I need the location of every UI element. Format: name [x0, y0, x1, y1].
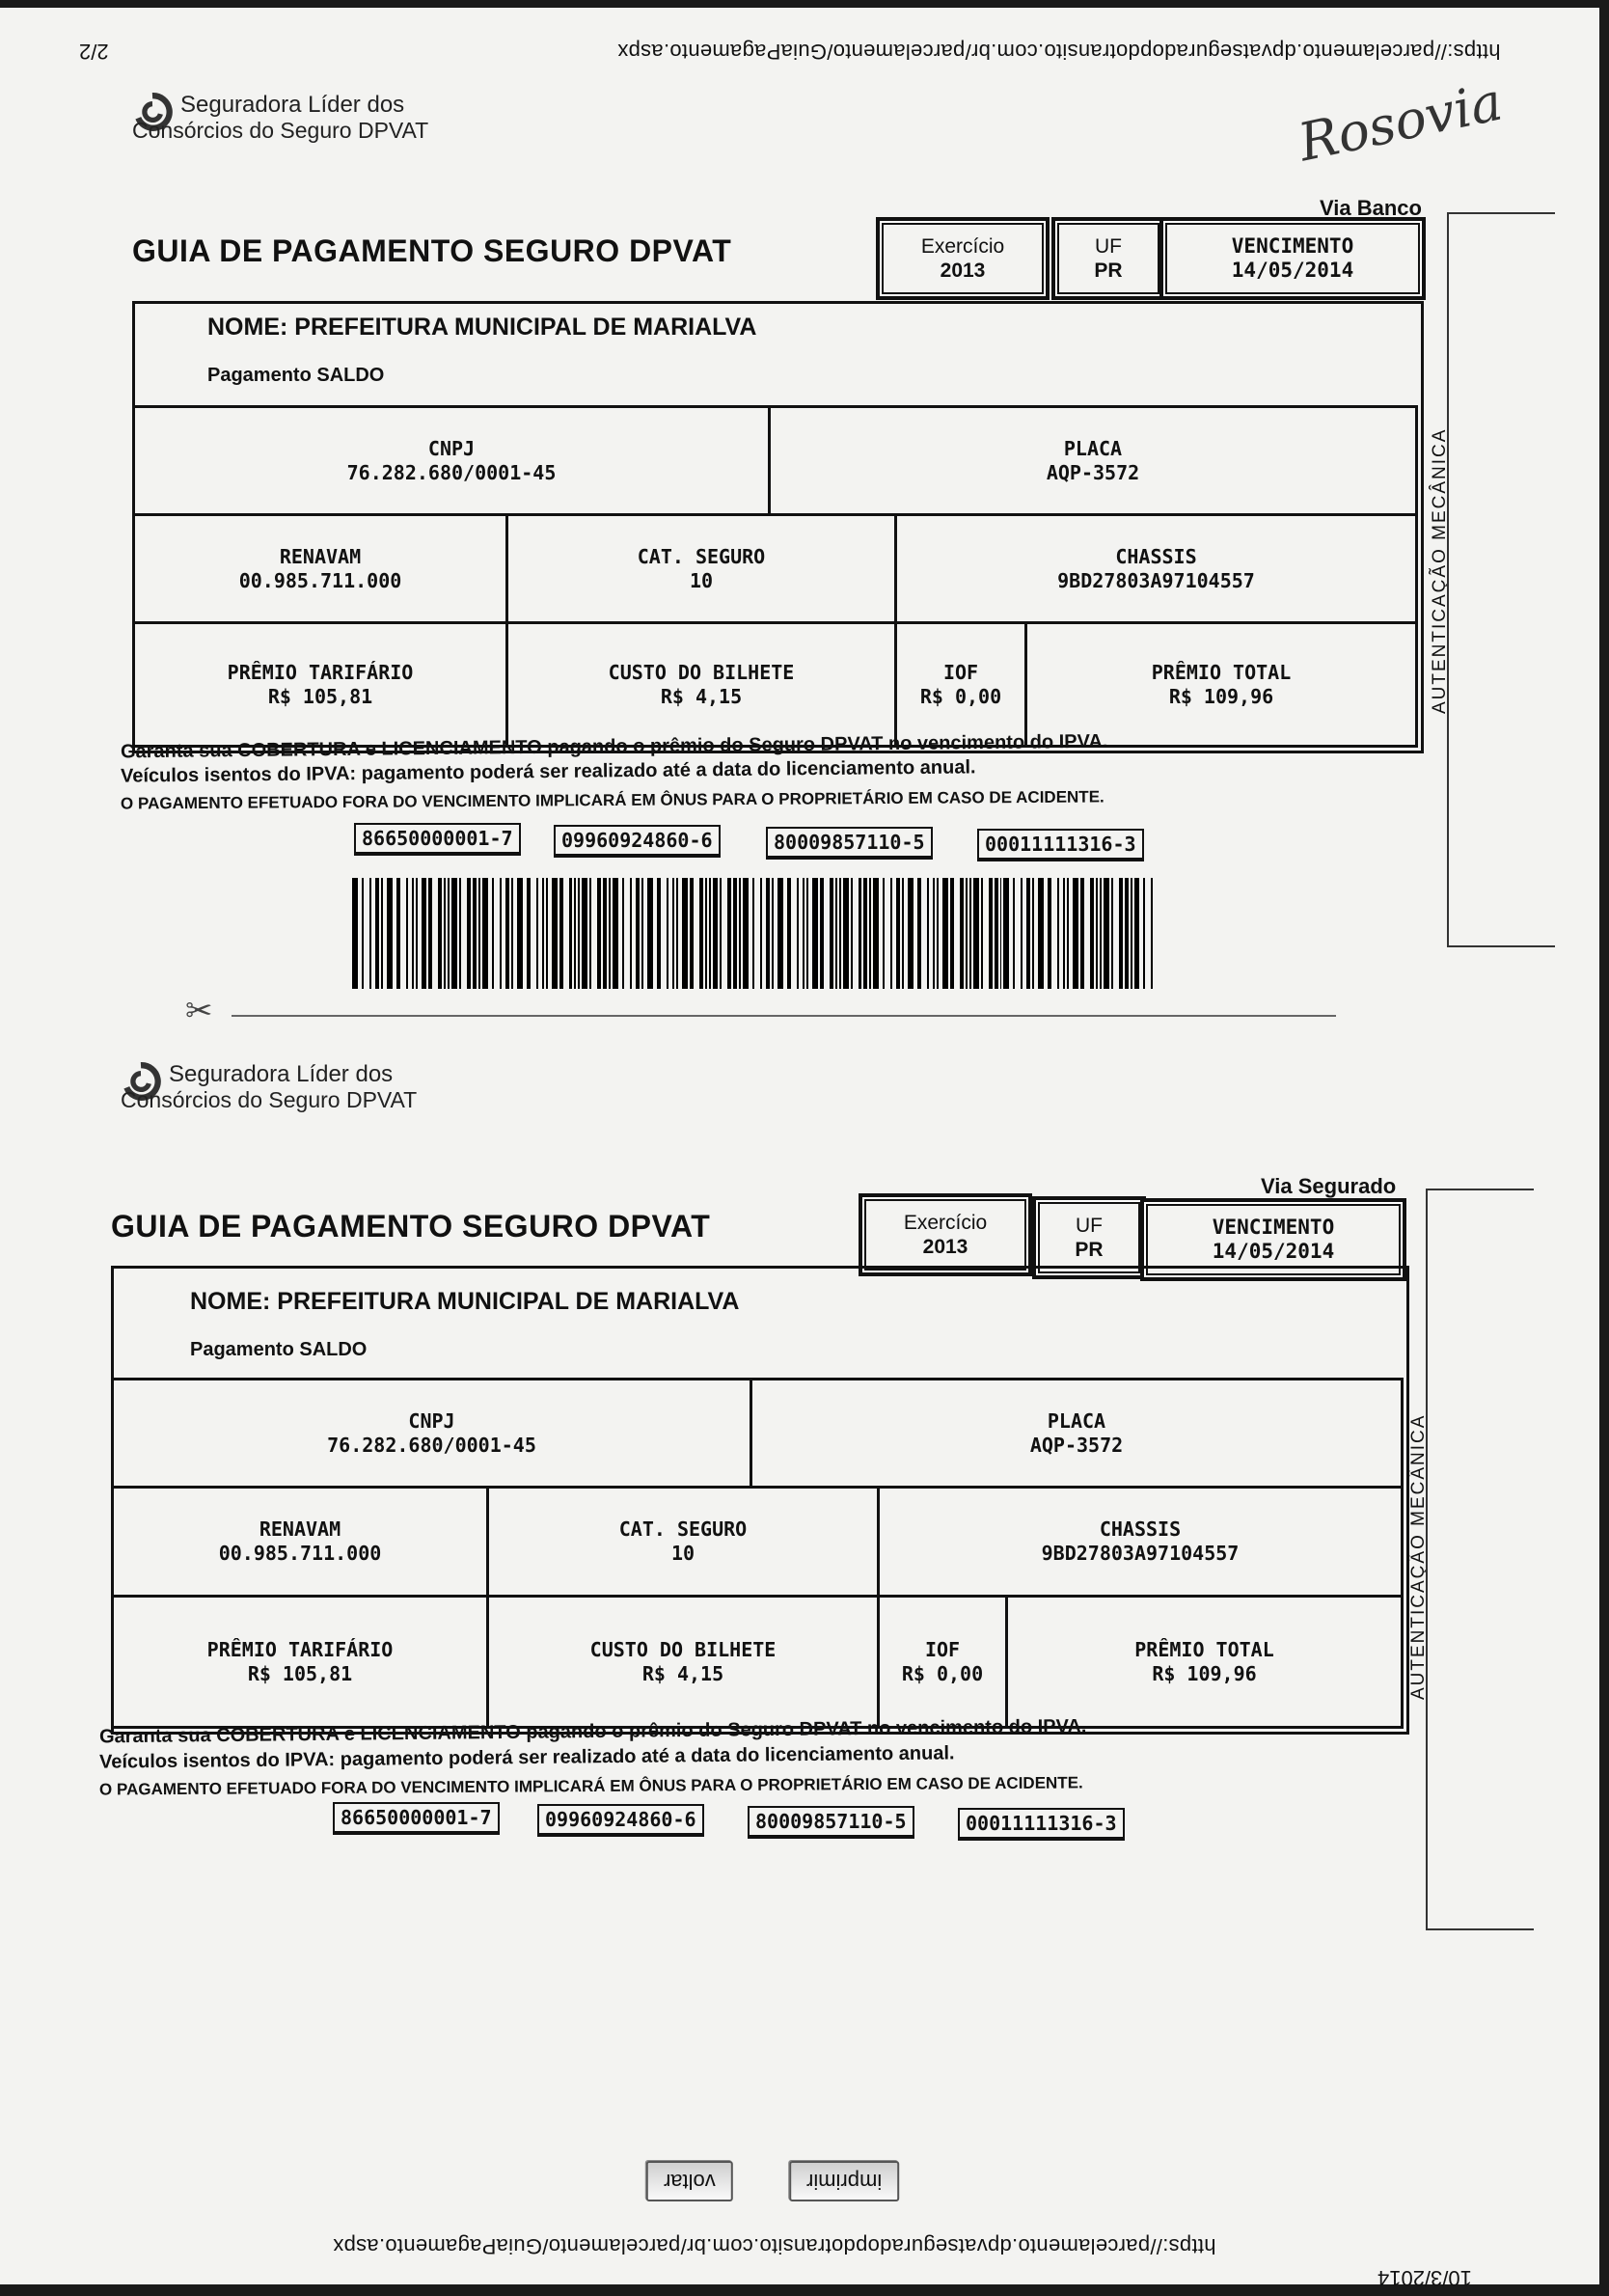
barcode-bar [709, 878, 711, 989]
barcode-bar [699, 878, 703, 989]
slip2-cat-cell [486, 1486, 880, 1598]
barcode-bar [863, 878, 867, 989]
barcode-bar [428, 878, 432, 989]
cut-line [232, 1015, 1336, 1017]
exercicio-value: 2013 [940, 260, 986, 282]
barcode-bar [1090, 878, 1094, 989]
slip1-via: Via Banco [1320, 196, 1422, 220]
barcode-bar [873, 878, 879, 989]
slip2-via: Via Segurado [1261, 1174, 1397, 1198]
placa-value: AQP-3572 [1029, 1433, 1124, 1457]
barcode-bar [960, 878, 964, 989]
cat-value: 10 [689, 568, 714, 592]
barcode-bar [902, 878, 904, 989]
slip2-pagamento: Pagamento SALDO [190, 1339, 368, 1360]
slip2-exercicio-box [859, 1193, 1032, 1276]
barcode-bar [1063, 878, 1065, 989]
cat-value: 10 [670, 1542, 695, 1565]
barcode-bar [396, 878, 400, 989]
chassis-value: 9BD27803A97104557 [1057, 568, 1255, 592]
barcode-bar [1021, 878, 1023, 989]
barcode-bar [676, 878, 678, 989]
barcode-bar [459, 878, 461, 989]
barcode-bar [505, 878, 509, 989]
barcode-bar [969, 878, 971, 989]
iof-label: IOF [942, 660, 979, 684]
barcode-bar [835, 878, 837, 989]
barcode-bar [422, 878, 427, 989]
barcode-bar [981, 878, 983, 989]
cat-label: CAT. SEGURO [618, 1517, 748, 1541]
barcode-bar [859, 878, 862, 989]
barcode-bar [766, 878, 770, 989]
exercicio-value: 2013 [922, 1236, 968, 1258]
slip1-title: GUIA DE PAGAMENTO SEGURO DPVAT [132, 233, 732, 268]
barcode-bar [630, 878, 632, 989]
slip2-custo-cell [486, 1595, 880, 1729]
barcode-bar [733, 878, 737, 989]
barcode-bar [362, 878, 364, 989]
slip1-code-4: 00011111316-3 [977, 829, 1144, 861]
barcode-bar [937, 878, 939, 989]
slip1-placa-cell [768, 405, 1418, 516]
barcode-bar [1134, 878, 1140, 989]
scan-edge-right [1599, 0, 1609, 2296]
barcode-bar [777, 878, 783, 989]
exercicio-label: Exercício [903, 1212, 988, 1234]
barcode-bar [743, 878, 749, 989]
barcode-bar [536, 878, 538, 989]
slip2-note2: Veículos isentos do IPVA: pagamento poderá ser realizado até a data do licenciamento anual. [98, 1742, 955, 1773]
barcode-bar [1104, 878, 1109, 989]
barcode-bar [589, 878, 591, 989]
barcode-bar [720, 878, 722, 989]
barcode-bar [375, 878, 379, 989]
slip1-barcode [352, 878, 1158, 989]
barcode-bar [772, 878, 774, 989]
barcode-bar [950, 878, 954, 989]
slip2-cnpj-cell [111, 1378, 752, 1489]
barcode-bar [973, 878, 979, 989]
renavam-value: 00.985.711.000 [238, 568, 402, 592]
barcode-bar [1067, 878, 1069, 989]
barcode-bar [517, 878, 523, 989]
barcode-bar [896, 878, 900, 989]
barcode-bar [869, 878, 871, 989]
premio-total-label: PRÊMIO TOTAL [1134, 1637, 1274, 1661]
barcode-bar [569, 878, 573, 989]
barcode-bar [908, 878, 914, 989]
logo-line2: Consórcios do Seguro DPVAT [121, 1087, 418, 1112]
custo-label: CUSTO DO BILHETE [608, 660, 795, 684]
barcode-bar [1073, 878, 1078, 989]
barcode-bar [690, 878, 694, 989]
vencimento-label: VENCIMENTO [1212, 1216, 1335, 1239]
slip2-note1: Garanta sua COBERTURA e LICENCIAMENTO pagando o prêmio do Seguro DPVAT no vencimento do IPVA. [98, 1715, 1087, 1748]
barcode-bar [1111, 878, 1113, 989]
scan-edge-bottom [0, 2284, 1609, 2296]
barcode-bar [1119, 878, 1123, 989]
slip2-placa-cell [750, 1378, 1404, 1489]
barcode-bar [917, 878, 921, 989]
slip1-iof-cell [894, 621, 1027, 748]
uf-label: UF [1095, 235, 1122, 258]
barcode-bar [1038, 878, 1044, 989]
slip1-vencimento-box [1159, 217, 1426, 300]
handwritten-signature: Rosovia [1293, 70, 1508, 174]
uf-value: PR [1075, 1239, 1104, 1261]
barcode-bar [1003, 878, 1009, 989]
back-button[interactable]: voltar [646, 2161, 733, 2201]
placa-value: AQP-3572 [1046, 460, 1140, 484]
slip2-title: GUIA DE PAGAMENTO SEGURO DPVAT [111, 1209, 711, 1244]
renavam-label: RENAVAM [279, 544, 362, 568]
barcode-bar [387, 878, 393, 989]
barcode-bar [787, 878, 791, 989]
barcode-bar [682, 878, 688, 989]
cnpj-value: 76.282.680/0001-45 [327, 1433, 536, 1457]
barcode-bar [657, 878, 661, 989]
barcode-bar [500, 878, 502, 989]
slip2-renavam-cell [111, 1486, 489, 1598]
slip2-iof-cell [877, 1595, 1008, 1729]
barcode-bar [797, 878, 799, 989]
slip2-code-2: 09960924860-6 [537, 1804, 704, 1837]
barcode-bar [444, 878, 446, 989]
barcode-bar [636, 878, 640, 989]
barcode-bar [478, 878, 480, 989]
slip1-cnpj-cell [132, 405, 771, 516]
slip1-autenticacao: AUTENTICAÇÃO MECÂNICA [1430, 427, 1450, 714]
barcode-bar [1080, 878, 1084, 989]
slip1-nome: NOME: PREFEITURA MUNICIPAL DE MARIALVA [207, 314, 757, 341]
slip1-exercicio-box [876, 217, 1050, 300]
scissors-icon: ✂ [185, 993, 213, 1029]
iof-value: R$ 0,00 [919, 684, 1002, 708]
barcode-bar [559, 878, 563, 989]
logo-seguradora-2 [121, 1061, 417, 1113]
scan-edge-top [0, 0, 1609, 8]
vencimento-value: 14/05/2014 [1212, 1240, 1335, 1263]
barcode-bar [713, 878, 719, 989]
barcode-bar [1000, 878, 1002, 989]
slip2-code-1: 86650000001-7 [333, 1802, 500, 1835]
barcode-bar [578, 878, 580, 989]
print-button[interactable]: imprimir [789, 2161, 899, 2201]
uf-value: PR [1094, 260, 1123, 282]
barcode-bar [412, 878, 414, 989]
placa-label: PLACA [1047, 1408, 1106, 1433]
barcode-bar [1048, 878, 1051, 989]
custo-value: R$ 4,15 [660, 684, 743, 708]
premio-total-label: PRÊMIO TOTAL [1151, 660, 1292, 684]
barcode-bar [1125, 878, 1129, 989]
barcode-bar [820, 878, 824, 989]
slip2-auth-bracket [1426, 1189, 1534, 1930]
slip1-note2: Veículos isentos do IPVA: pagamento poderá ser realizado até a data do licenciamento anual. [120, 756, 976, 787]
iof-label: IOF [924, 1637, 961, 1661]
barcode-bar [1151, 878, 1153, 989]
barcode-bar [830, 878, 833, 989]
slip1-code-3: 80009857110-5 [766, 827, 933, 860]
barcode-bar [527, 878, 531, 989]
slip1-renavam-cell [132, 513, 508, 624]
logo-seguradora-1 [132, 92, 428, 144]
cat-label: CAT. SEGURO [637, 544, 766, 568]
barcode-bar [760, 878, 762, 989]
barcode-bar [851, 878, 853, 989]
slip2-nome: NOME: PREFEITURA MUNICIPAL DE MARIALVA [190, 1288, 740, 1315]
barcode-bar [989, 878, 993, 989]
print-date: 10/3/2014 [1377, 2266, 1472, 2290]
slip1-chassis-cell [894, 513, 1418, 624]
barcode-bar [727, 878, 731, 989]
barcode-bar [1026, 878, 1030, 989]
vencimento-value: 14/05/2014 [1231, 259, 1354, 282]
page-number: 2/2 [79, 40, 109, 64]
barcode-bar [641, 878, 643, 989]
barcode-bar [927, 878, 929, 989]
slip2-note3: O PAGAMENTO EFETUADO FORA DO VENCIMENTO IMPLICARÁ EM ÔNUS PARA O PROPRIETÁRIO EM CASO DE ACIDENTE. [98, 1773, 1083, 1799]
cnpj-label: CNPJ [427, 436, 476, 460]
barcode-bar [1131, 878, 1132, 989]
logo-line1: Seguradora Líder dos [169, 1061, 394, 1087]
barcode-bar [438, 878, 442, 989]
barcode-bar [369, 878, 371, 989]
barcode-bar [933, 878, 935, 989]
slip2-premio-tarifario-cell [111, 1595, 489, 1729]
barcode-bar [482, 878, 488, 989]
slip1-auth-bracket [1447, 212, 1555, 947]
barcode-bar [451, 878, 457, 989]
barcode-bar [890, 878, 892, 989]
barcode-bar [942, 878, 948, 989]
chassis-label: CHASSIS [1099, 1517, 1182, 1541]
cnpj-label: CNPJ [408, 1408, 455, 1433]
custo-label: CUSTO DO BILHETE [589, 1637, 777, 1661]
iof-value: R$ 0,00 [901, 1661, 984, 1685]
cnpj-value: 76.282.680/0001-45 [346, 460, 557, 484]
slip1-note1: Garanta sua COBERTURA e LICENCIAMENTO pagando o prêmio do Seguro DPVAT no vencimento do IPVA. [120, 730, 1108, 763]
chassis-label: CHASSIS [1115, 544, 1197, 568]
vencimento-label: VENCIMENTO [1231, 234, 1354, 258]
barcode-bar [647, 878, 653, 989]
barcode-bar [473, 878, 477, 989]
slip1-custo-cell [505, 621, 897, 748]
premio-tarifario-label: PRÊMIO TARIFÁRIO [227, 660, 414, 684]
uf-label: UF [1076, 1215, 1103, 1237]
barcode-bar [574, 878, 576, 989]
barcode-bar [597, 878, 601, 989]
barcode-bar [839, 878, 841, 989]
slip1-code-1: 86650000001-7 [354, 823, 521, 856]
barcode-bar [739, 878, 741, 989]
barcode-bar [381, 878, 383, 989]
slip1-uf-box [1051, 217, 1165, 300]
barcode-bar [1143, 878, 1145, 989]
barcode-bar [1100, 878, 1102, 989]
barcode-bar [352, 878, 358, 989]
barcode-bar [613, 878, 618, 989]
slip1-premio-total-cell [1024, 621, 1418, 748]
slip1-premio-tarifario-cell [132, 621, 508, 748]
premio-tarifario-label: PRÊMIO TARIFÁRIO [206, 1637, 394, 1661]
placa-label: PLACA [1063, 436, 1123, 460]
barcode-bar [1032, 878, 1034, 989]
barcode-bar [609, 878, 611, 989]
barcode-bar [416, 878, 418, 989]
logo-line2: Consórcios do Seguro DPVAT [132, 118, 429, 143]
barcode-bar [1057, 878, 1059, 989]
top-url: https://parcelamento.dpvatseguradopdotransito.com.br/parcelamento/GuiaPagamento.aspx [617, 40, 1501, 64]
barcode-bar [1013, 878, 1015, 989]
bottom-url: https://parcelamento.dpvatseguradopdotransito.com.br/parcelamento/GuiaPagamento.aspx [333, 2234, 1216, 2258]
barcode-bar [552, 878, 558, 989]
slip2-autenticacao: AUTENTICAÇÃO MECÂNICA [1408, 1413, 1429, 1700]
slip2-code-3: 80009857110-5 [748, 1806, 914, 1839]
barcode-bar [622, 878, 624, 989]
chassis-value: 9BD27803A97104557 [1041, 1542, 1240, 1565]
barcode-bar [806, 878, 808, 989]
slip2-code-4: 00011111316-3 [958, 1808, 1125, 1841]
premio-tarifario-value: R$ 105,81 [247, 1661, 353, 1685]
premio-total-value: R$ 109,96 [1168, 684, 1274, 708]
barcode-bar [883, 878, 885, 989]
slip1-cat-cell [505, 513, 897, 624]
barcode-bar [995, 878, 998, 989]
renavam-value: 00.985.711.000 [218, 1542, 382, 1565]
barcode-bar [546, 878, 548, 989]
barcode-bar [667, 878, 668, 989]
barcode-bar [511, 878, 513, 989]
slip1-pagamento: Pagamento SALDO [207, 365, 385, 386]
slip2-premio-total-cell [1005, 1595, 1404, 1729]
barcode-bar [542, 878, 544, 989]
premio-tarifario-value: R$ 105,81 [267, 684, 373, 708]
premio-total-value: R$ 109,96 [1152, 1661, 1257, 1685]
barcode-bar [492, 878, 494, 989]
slip1-code-2: 09960924860-6 [554, 825, 721, 858]
slip1-note3: O PAGAMENTO EFETUADO FORA DO VENCIMENTO IMPLICARÁ EM ÔNUS PARA O PROPRIETÁRIO EM CASO DE ACIDENTE. [120, 787, 1104, 813]
barcode-bar [752, 878, 754, 989]
barcode-bar [672, 878, 674, 989]
barcode-bar [467, 878, 471, 989]
barcode-bar [448, 878, 450, 989]
barcode-bar [603, 878, 607, 989]
barcode-bar [406, 878, 408, 989]
barcode-bar [705, 878, 707, 989]
logo-line1: Seguradora Líder dos [180, 92, 405, 118]
custo-value: R$ 4,15 [641, 1661, 724, 1685]
barcode-bar [966, 878, 968, 989]
slip2-chassis-cell [877, 1486, 1404, 1598]
barcode-bar [803, 878, 804, 989]
barcode-bar [843, 878, 849, 989]
barcode-bar [812, 878, 818, 989]
exercicio-label: Exercício [920, 235, 1005, 258]
barcode-bar [1096, 878, 1098, 989]
barcode-bar [582, 878, 587, 989]
renavam-label: RENAVAM [259, 1517, 341, 1541]
